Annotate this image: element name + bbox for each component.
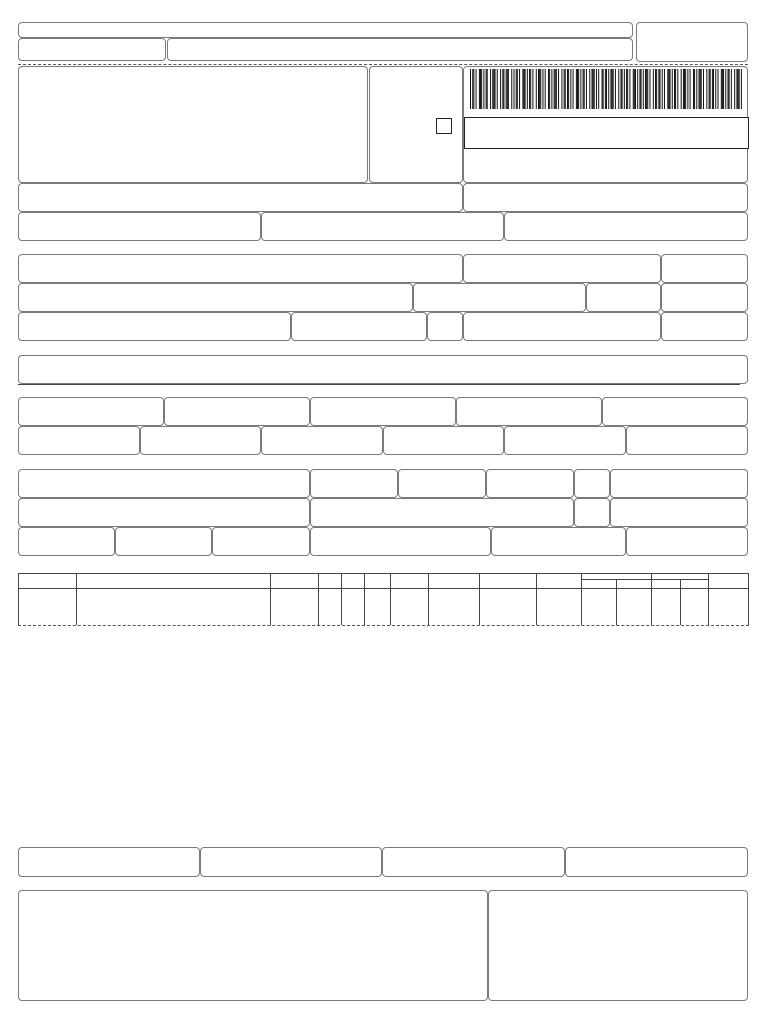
barcode-bar xyxy=(672,69,673,109)
barcode-bar xyxy=(551,69,552,109)
invoice-underline xyxy=(18,384,740,385)
recipient-state-field xyxy=(427,312,463,341)
barcode-bar xyxy=(503,69,504,109)
barcode-bar xyxy=(473,69,474,109)
barcode-bar xyxy=(700,69,701,109)
barcode-bar xyxy=(662,69,663,109)
barcode-bar xyxy=(653,69,654,109)
col-divider-ncm xyxy=(318,573,319,625)
icms-st-base-field xyxy=(310,397,456,426)
issqn-base-field xyxy=(382,847,565,877)
barcode-bar xyxy=(647,69,648,109)
freight-payer-field xyxy=(310,469,398,498)
barcode-bar xyxy=(517,69,518,109)
barcode-bar xyxy=(643,69,644,109)
access-key-number-box xyxy=(464,117,749,149)
recipient-name-field xyxy=(18,254,463,283)
barcode-bar xyxy=(721,69,722,109)
barcode-bar xyxy=(656,69,657,109)
barcode-bar xyxy=(734,69,735,109)
col-divider-icms-base xyxy=(581,573,582,625)
barcode-bar xyxy=(602,69,603,109)
barcode-bar xyxy=(667,69,668,109)
barcode-bar xyxy=(606,69,607,109)
volume-species-field xyxy=(115,527,212,556)
barcode-bar xyxy=(516,69,517,109)
barcode-bar xyxy=(593,69,594,109)
barcode-bar xyxy=(725,69,726,109)
barcode-bar xyxy=(545,69,546,109)
barcode-bar xyxy=(620,69,621,109)
col-divider-ipi-rate xyxy=(708,573,709,625)
barcode-bar xyxy=(729,69,730,109)
barcode-bar xyxy=(592,69,593,109)
products-table-subheader-divider xyxy=(581,579,708,580)
barcode-bar xyxy=(525,69,526,109)
col-divider-ipi-value xyxy=(651,573,652,625)
barcode-bar xyxy=(677,69,678,109)
barcode-bar xyxy=(577,69,578,109)
barcode-bar xyxy=(554,69,555,109)
barcode-bar xyxy=(670,69,671,109)
barcode-bar xyxy=(483,69,484,109)
barcode-bar xyxy=(476,69,477,109)
barcode-bar xyxy=(710,69,711,109)
barcode-bar xyxy=(598,69,599,109)
barcode-bar xyxy=(470,69,471,109)
gross-weight-field xyxy=(491,527,626,556)
barcode-bar xyxy=(493,69,494,109)
barcode-bar xyxy=(641,69,642,109)
barcode-bar xyxy=(539,69,540,109)
barcode-bar xyxy=(507,69,508,109)
recipient-cnpj-field xyxy=(463,254,661,283)
recipient-zip-field xyxy=(586,283,661,312)
barcode-bar xyxy=(497,69,498,109)
barcode-bar xyxy=(633,69,634,109)
barcode-bar xyxy=(723,69,724,109)
insurance-value-field xyxy=(140,426,261,455)
barcode-bar xyxy=(634,69,635,109)
col-divider-quantity xyxy=(428,573,429,625)
barcode-bar xyxy=(668,69,669,109)
barcode-bar xyxy=(736,69,737,109)
barcode-bar xyxy=(540,69,541,109)
barcode-bar xyxy=(605,69,606,109)
col-divider-cst xyxy=(341,573,342,625)
barcode-bar xyxy=(615,69,616,109)
barcode-bar xyxy=(472,69,473,109)
barcode-bar xyxy=(635,69,636,109)
volume-quantity-field xyxy=(18,527,115,556)
barcode-bar xyxy=(717,69,718,109)
barcode-bar xyxy=(511,69,512,109)
carrier-state-registration-field xyxy=(610,498,748,527)
barcode-bar xyxy=(500,69,501,109)
recipient-phone-field xyxy=(291,312,427,341)
barcode-bar xyxy=(570,69,571,109)
barcode-bar xyxy=(712,69,713,109)
col-divider-cfop xyxy=(364,573,365,625)
barcode-bar xyxy=(655,69,656,109)
col-divider-unit-value xyxy=(479,573,480,625)
issqn-value-field xyxy=(565,847,748,877)
volume-brand-field xyxy=(212,527,310,556)
net-weight-field xyxy=(626,527,748,556)
col-divider-code xyxy=(76,573,77,625)
freight-value-field xyxy=(18,426,140,455)
barcode-bar xyxy=(495,69,496,109)
exit-time-field xyxy=(661,312,748,341)
barcode-bar xyxy=(722,69,723,109)
antt-code-field xyxy=(398,469,486,498)
col-divider-icms-value xyxy=(616,579,617,625)
issuer-cnpj-field xyxy=(504,212,748,241)
barcode-bar xyxy=(664,69,665,109)
barcode-bar xyxy=(502,69,503,109)
barcode-bar xyxy=(532,69,533,109)
barcode-bar xyxy=(481,69,482,109)
receipt-cut-line xyxy=(18,64,748,65)
barcode-bar xyxy=(583,69,584,109)
barcode-bar xyxy=(649,69,650,109)
barcode-bar xyxy=(548,69,549,109)
carrier-cnpj-field xyxy=(610,469,748,498)
barcode-bar xyxy=(658,69,659,109)
barcode-bar xyxy=(683,69,684,109)
receipt-declaration-field xyxy=(18,22,633,38)
barcode-bar xyxy=(603,69,604,109)
barcode-bar xyxy=(629,69,630,109)
icms-st-value-field xyxy=(456,397,602,426)
barcode-bar xyxy=(586,69,587,109)
barcode-bar xyxy=(513,69,514,109)
entry-exit-date-field xyxy=(661,283,748,312)
barcode-bar xyxy=(715,69,716,109)
recipient-city-field xyxy=(18,312,291,341)
products-total-field xyxy=(602,397,748,426)
barcode-bar xyxy=(696,69,697,109)
barcode-bar xyxy=(542,69,543,109)
barcode-bar xyxy=(660,69,661,109)
carrier-address-field xyxy=(18,498,310,527)
discount-field xyxy=(261,426,383,455)
receipt-nfe-number-field xyxy=(636,22,748,62)
barcode-bar xyxy=(479,69,480,109)
barcode-bar xyxy=(529,69,530,109)
barcode-bar xyxy=(524,69,525,109)
barcode-bar xyxy=(486,69,487,109)
barcode-bar xyxy=(687,69,688,109)
state-registration-field xyxy=(18,212,261,241)
barcode-bar xyxy=(556,69,557,109)
barcode-bar xyxy=(684,69,685,109)
issue-date-field xyxy=(661,254,748,283)
other-expenses-field xyxy=(383,426,504,455)
entry-exit-checkbox[interactable] xyxy=(436,118,452,134)
ipi-value-field xyxy=(504,426,626,455)
barcode-bar xyxy=(626,69,627,109)
municipal-registration-field xyxy=(18,847,200,877)
barcode-bar xyxy=(608,69,609,109)
barcode-bar xyxy=(578,69,579,109)
barcode-bar xyxy=(624,69,625,109)
barcode-bar xyxy=(506,69,507,109)
barcode-bar xyxy=(596,69,597,109)
products-table-header-divider xyxy=(18,588,749,589)
barcode-bar xyxy=(622,69,623,109)
barcode-bar xyxy=(703,69,704,109)
barcode-bar xyxy=(739,69,740,109)
barcode-bar xyxy=(549,69,550,109)
barcode-bar xyxy=(731,69,732,109)
barcode-bar xyxy=(568,69,569,109)
col-divider-icms-rate xyxy=(680,579,681,625)
barcode-bar xyxy=(706,69,707,109)
barcode-bar xyxy=(612,69,613,109)
services-total-field xyxy=(200,847,382,877)
barcode-bar xyxy=(536,69,537,109)
barcode-bar xyxy=(674,69,675,109)
volume-numbering-field xyxy=(310,527,491,556)
barcode-bar xyxy=(564,69,565,109)
recipient-district-field xyxy=(413,283,586,312)
barcode-bar xyxy=(685,69,686,109)
barcode-bar xyxy=(567,69,568,109)
barcode-bar xyxy=(530,69,531,109)
carrier-name-field xyxy=(18,469,310,498)
receipt-signature-field xyxy=(167,38,633,61)
barcode-bar xyxy=(561,69,562,109)
barcode-bar xyxy=(738,69,739,109)
recipient-state-registration-field xyxy=(463,312,661,341)
nature-of-operation-field xyxy=(18,183,463,212)
authorization-protocol-field xyxy=(463,183,748,212)
vehicle-state-field xyxy=(574,469,610,498)
barcode-bar xyxy=(594,69,595,109)
barcode-bar xyxy=(613,69,614,109)
access-key-barcode xyxy=(470,69,742,109)
barcode-bar xyxy=(538,69,539,109)
barcode-bar xyxy=(709,69,710,109)
state-registration-substitute-field xyxy=(261,212,504,241)
barcode-bar xyxy=(681,69,682,109)
products-table xyxy=(18,573,749,626)
barcode-bar xyxy=(480,69,481,109)
products-table-bottom xyxy=(18,625,749,626)
barcode-bar xyxy=(576,69,577,109)
vehicle-plate-field xyxy=(486,469,574,498)
barcode-bar xyxy=(584,69,585,109)
barcode-bar xyxy=(610,69,611,109)
carrier-city-field xyxy=(310,498,574,527)
barcode-bar xyxy=(639,69,640,109)
barcode-bar xyxy=(646,69,647,109)
barcode-bar xyxy=(701,69,702,109)
col-divider-description xyxy=(270,573,271,625)
barcode-bar xyxy=(487,69,488,109)
barcode-bar xyxy=(565,69,566,109)
invoice-total-field xyxy=(626,426,748,455)
receipt-date-field xyxy=(18,38,166,61)
barcode-bar xyxy=(508,69,509,109)
col-divider-total-value xyxy=(536,573,537,625)
barcode-bar xyxy=(728,69,729,109)
barcode-bar xyxy=(690,69,691,109)
complementary-info-field xyxy=(18,890,488,1001)
barcode-bar xyxy=(490,69,491,109)
barcode-bar xyxy=(713,69,714,109)
barcode-bar xyxy=(699,69,700,109)
barcode-bar xyxy=(580,69,581,109)
carrier-state-field xyxy=(574,498,610,527)
barcode-bar xyxy=(492,69,493,109)
col-divider-unit xyxy=(390,573,391,625)
barcode-bar xyxy=(618,69,619,109)
icms-value-field xyxy=(164,397,310,426)
barcode-bar xyxy=(627,69,628,109)
barcode-bar xyxy=(573,69,574,109)
invoice-duplicates-field xyxy=(18,355,748,384)
barcode-bar xyxy=(693,69,694,109)
barcode-bar xyxy=(589,69,590,109)
recipient-address-field xyxy=(18,283,413,312)
barcode-bar xyxy=(522,69,523,109)
barcode-bar xyxy=(527,69,528,109)
barcode-bar xyxy=(694,69,695,109)
barcode-bar xyxy=(558,69,559,109)
icms-base-field xyxy=(18,397,164,426)
issuer-identification-field xyxy=(18,66,368,183)
barcode-bar xyxy=(741,69,742,109)
barcode-bar xyxy=(645,69,646,109)
barcode-bar xyxy=(555,69,556,109)
barcode-bar xyxy=(637,69,638,109)
barcode-bar xyxy=(675,69,676,109)
tax-authority-reserved-field xyxy=(488,890,748,1001)
barcode-bar xyxy=(519,69,520,109)
